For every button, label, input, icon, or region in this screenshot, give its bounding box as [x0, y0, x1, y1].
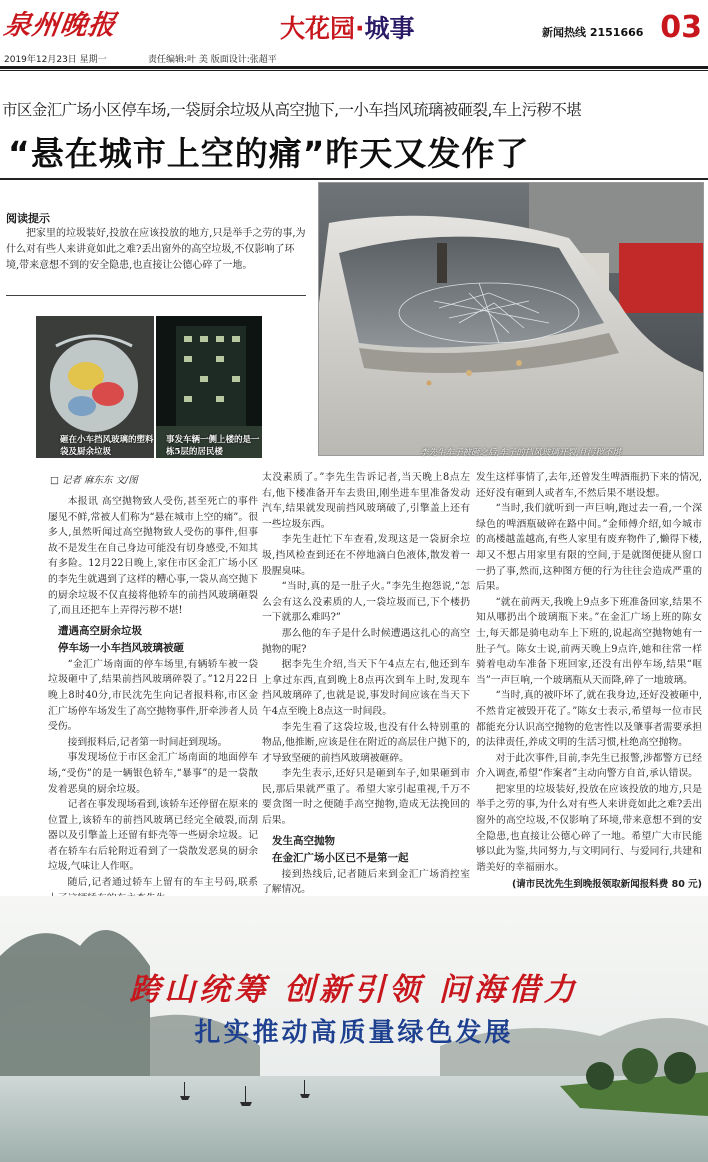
- section-title-a: 大花园: [280, 14, 356, 43]
- paragraph: 李先生看了这袋垃圾,也没有什么特别重的物品,他推断,应该是住在附近的高层住户抛下的,才导致坚硬的前挡风玻璃被砸碎。: [262, 721, 470, 764]
- article-subheadline: 市区金汇广场小区停车场,一袋厨余垃圾从高空抛下,一小车挡风琉璃被砸裂,车上污秽不堪: [2, 101, 582, 119]
- paragraph: 记者在事发现场看到,该轿车还停留在原来的位置上,该轿车的前挡风玻璃已经完全破裂,而刮器以及引擎盖上还留有虾壳等一些厨余垃圾。记者在轿车右后轮附近看到了一袋散发恶臭的厨余垃圾,气味让人作呕。: [48, 799, 258, 873]
- page-number: 03: [660, 10, 702, 45]
- paragraph: “就在前两天,我晚上9点多下班准备回家,结果不知从哪扔出个玻璃瓶下来。”在金汇广场上班的陈女士,每天都是骑电动车上下班的,说起高空抛物她有一肚子气。陈女士说,前两天晚上9点许,她和往常一样骑着电动车准备下班回家,还没有出停车场,结果“哐当”一声巨响,一个玻璃瓶从天而降,碎了一地玻璃。: [476, 596, 702, 686]
- newspaper-logo: 泉州晚报: [1, 10, 119, 41]
- main-photo-caption: 李先生车子被砸之后,车子的挡风玻璃开裂,且污秽不堪: [420, 448, 621, 458]
- paragraph: 接到热线后,记者随后来到金汇广场消控室了解情况。: [262, 868, 470, 896]
- paragraph: 随后,记者通过轿车上留有的车主号码,联系: [67, 877, 258, 889]
- issue-date: 2019年12月23日 星期一: [4, 55, 107, 65]
- paragraph: 事发现场位于市区金汇广场南面的地面停车场,“受伤”的是一辆银色轿车,“暴事”的是一袋散发着恶臭的厨余垃圾。: [48, 752, 258, 795]
- paragraph: 据李先生介绍,当天下午4点左右,他还到车上拿过东西,直到晚上8点再次到车上时,发现车挡风玻璃碎了,也就是说,事发时间应该在当天下午4点至晚上8点这一时间段。: [262, 659, 470, 717]
- headline-rule: [0, 178, 708, 180]
- paragraph: “当时,我们就听到一声巨响,跑过去一看,一个深绿色的啤酒瓶破碎在路中间。”金师傅介绍,如今城市的高楼越盖越高,有些人家里有废弃物件了,懒得下楼,却又不想占用家里有限的空间,于是就图便捷从窗口一扔了事,然而,这种图方便的行为往往会造成严重的后果。: [476, 503, 702, 593]
- byline: □ 记者 麻东东 文/图: [50, 475, 138, 486]
- windshield-illustration: [319, 183, 704, 456]
- section-heading-2b: 在金汇广场小区已不是第一起: [272, 851, 409, 864]
- section-title-b: 城事: [364, 14, 415, 43]
- tipster-credit: (请市民沈先生到晚报领取新闻报料费 80 元): [511, 879, 702, 891]
- article-headline: “悬在城市上空的痛”昨天又发作了: [8, 134, 530, 173]
- section-title: [280, 12, 415, 46]
- photo-caption-left2: 事发车辆一侧上楼的是一栋5层的居民楼: [166, 435, 260, 457]
- paragraph: 对于此次事件,目前,李先生已报警,涉都警方已经介入调查,希望“作案者”主动向警方自首,承认错误。: [476, 752, 702, 780]
- paragraph: 那么他的车子是什么时候遭遇这扎心的高空抛物的呢?: [262, 627, 470, 655]
- photo-caption-left1: 砸在小车挡风玻璃的塑料袋及厨余垃圾: [60, 435, 154, 457]
- ad-slogan-line2: 扎实推动高质量绿色发展: [194, 1018, 514, 1048]
- paragraph: 李先生赶忙下车查看,发现这是一袋厨余垃圾,挡风检查到还在不停地滴白色液体,散发着一股腥臭味。: [262, 534, 470, 577]
- editors-line: 责任编辑:叶 美 版面设计:张超平: [148, 55, 277, 65]
- article-column-1: [48, 494, 258, 922]
- section-heading-1b: 停车场一小车挡风玻璃被砸: [58, 641, 184, 654]
- paragraph: 把家里的垃圾装好,投放在应该投放的地方,只是举手之劳的事,为什么对有些人来讲竟如此之难?丢出窗外的高空垃圾,不仅影响了环境,带来意想不到的安全隐患,也直接让公德心碎了一地。希望广大市民能够以此为鉴,共同努力,与文明同行、与爱同行,共建和谐美好的幸福丽水。: [476, 783, 702, 873]
- section-title-sep: ·: [355, 14, 365, 43]
- header-rule-thin: [0, 70, 708, 71]
- reading-guide-title: 阅读提示: [6, 212, 50, 225]
- paragraph: 接到报料后,记者第一时间赶到现场。: [67, 736, 228, 748]
- main-photo-windshield: [318, 182, 704, 456]
- article-column-3: [476, 470, 702, 893]
- section-heading-1a: 遭遇高空厨余垃圾: [58, 624, 142, 637]
- article-column-2: [262, 470, 470, 945]
- guide-rule: [6, 295, 306, 296]
- paragraph: 太没素质了。”李先生告诉记者,当天晚上8点左右,他下楼准备开车去贵田,刚坐进车里准备发动汽车,结果就发现前挡风玻璃破了,引擎盖上还有一些垃圾东西。: [262, 472, 470, 530]
- news-hotline: 新闻热线 2151666: [542, 26, 644, 39]
- paragraph: “金汇广场南面的停车场里,有辆轿车被一袋垃圾砸中了,结果前挡风玻璃碎裂了。”12月22日晚上8时40分,市民沈先生向记者报料称,市区金汇广场停车场发生了高空抛物事件,肝牵涉者人员受伤。: [48, 658, 258, 733]
- paragraph: 本报讯 高空抛物致人受伤,甚至死亡的事件屡见不鲜,常被人们称为“悬在城市上空的痛”。很多人,虽然听闻过高空抛物致人受伤的事件,但事故不是发生在自己身边可能没有切身感受,不知其有多险。12月22日晚上,家住市区金汇广场小区的李先生就遇到了这样的糟心事,一袋从高空抛下的厨余垃圾不仅直接将他轿车的前挡风玻璃砸裂了,而且还把车上弄得污秽不堪!: [48, 496, 258, 617]
- reading-guide-text: 把家里的垃圾装好,投放在应该投放的地方,只是举手之劳的事,为什么对有些人来讲竟如此之难?丢出窗外的高空垃圾,不仅影响了环境,带来意想不到的安全隐患,也直接让公德心碎了一地。: [6, 228, 306, 271]
- section-heading-2a: 发生高空抛物: [272, 834, 335, 847]
- paragraph: 李先生表示,还好只是砸到车子,如果砸到市民,那后果就严重了。希望大家引起重视,千万不要贪图一时之便随手高空抛物,造成无法挽回的后果。: [262, 768, 470, 827]
- paragraph: “当时,真的被吓坏了,就在我身边,还好没被砸中,不然肯定被毁开花了。”陈女士表示,希望每一位市民都能充分认识高空抛物的危害性以及肇事者需要承担的法律责任,养成文明的生活习惯,杜绝高空抛物。: [476, 690, 702, 749]
- header-rule: [0, 66, 708, 69]
- paragraph: 发生这样事情了,去年,还曾发生啤酒瓶扔下来的情况,还好没有砸到人或者车,不然后果不堪设想。: [476, 472, 702, 499]
- paragraph: “当时,真的是一肚子火。”李先生抱怨说,“怎么会有这么没素质的人,一袋垃圾而已,下个楼扔一下就那么难吗?”: [262, 581, 470, 624]
- ad-slogan-line1: 跨山统筹 创新引领 问海借力: [129, 972, 579, 1008]
